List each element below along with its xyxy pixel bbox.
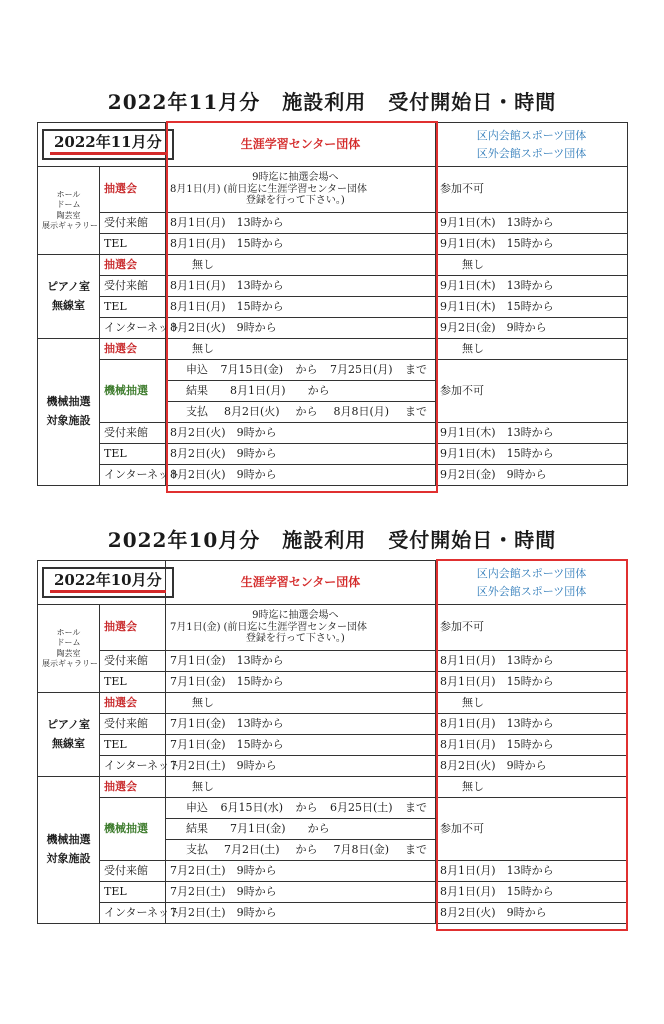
mech-result-from: から xyxy=(307,383,330,397)
mech-result-label: 結果 xyxy=(186,821,208,835)
title-reception: 受付開始日・時間 xyxy=(388,90,557,114)
sport-header-line: 区内会館スポーツ団体 xyxy=(476,128,587,142)
tel-label: TEL xyxy=(100,234,166,255)
tel-label: TEL xyxy=(100,735,166,756)
title-month: 2022年10月分 xyxy=(107,528,261,552)
mech-apply-end: 6月25日(土) xyxy=(329,800,393,814)
mech-sport-tel-value: 8月1日(月) 15時から xyxy=(436,882,628,903)
piano-reception-value: 8月1日(月) 13時から xyxy=(166,276,436,297)
mech-internet-value: 7月2日(土) 9時から xyxy=(166,903,436,924)
piano-reception-value: 7月1日(金) 13時から xyxy=(166,714,436,735)
mech-group-cell xyxy=(38,339,100,486)
mech-result-date: 7月1日(金) xyxy=(230,821,286,835)
mech-apply-end: 7月25日(月) xyxy=(329,362,393,376)
hall-group-cell xyxy=(38,605,100,693)
tel-label: TEL xyxy=(100,672,166,693)
month-label: 2022年11月分 xyxy=(50,134,166,155)
mech-sport-lottery-cell: 参加不可 xyxy=(436,360,628,423)
month-label: 2022年10月分 xyxy=(50,572,166,593)
mech-tel-value: 7月2日(土) 9時から xyxy=(166,882,436,903)
schedule-table xyxy=(37,560,628,924)
piano-tel-value: 8月1日(月) 15時から xyxy=(166,297,436,318)
mech-reception-value: 8月2日(火) 9時から xyxy=(166,423,436,444)
hall-reception-value: 7月1日(金) 13時から xyxy=(166,651,436,672)
sport-header-line: 区内会館スポーツ団体 xyxy=(476,566,587,580)
reception-label: 受付来館 xyxy=(100,861,166,882)
hall-sport-tel-value: 9月1日(木) 15時から xyxy=(436,234,628,255)
group-line: 対象施設 xyxy=(46,414,91,427)
sport-header-line: 区外会館スポーツ団体 xyxy=(476,584,587,598)
hall-sport-reception-value: 8月1日(月) 13時から xyxy=(436,651,628,672)
group-line: ホール xyxy=(56,627,81,637)
piano-group-cell xyxy=(38,693,100,777)
hall-lottery-cell xyxy=(166,605,436,651)
title-month: 2022年11月分 xyxy=(107,90,261,114)
group-line: 展示ギャラリー xyxy=(42,658,98,668)
mech-pay-from: から xyxy=(295,842,318,856)
group-line: ドーム xyxy=(56,638,81,648)
piano-sport-tel-value: 8月1日(月) 15時から xyxy=(436,735,628,756)
mech-apply-from: から xyxy=(295,362,318,376)
mech-pay-from: から xyxy=(295,404,318,418)
lottery-label: 抽選会 xyxy=(100,777,166,798)
mech-group-cell xyxy=(38,777,100,924)
lottery-date: 7月1日(金) xyxy=(170,621,221,633)
lottery-label: 抽選会 xyxy=(100,255,166,276)
piano-sport-reception-value: 8月1日(月) 13時から xyxy=(436,714,628,735)
mech-sport-internet-value: 8月2日(火) 9時から xyxy=(436,903,628,924)
month-header-cell xyxy=(38,123,166,167)
section-title xyxy=(0,524,664,553)
piano-internet-value: 7月2日(土) 9時から xyxy=(166,756,436,777)
mech-pay-until: まで xyxy=(405,842,427,856)
piano-tel-value: 7月1日(金) 15時から xyxy=(166,735,436,756)
reception-label: 受付来館 xyxy=(100,651,166,672)
reception-label: 受付来館 xyxy=(100,276,166,297)
group-line: ホール xyxy=(56,189,81,199)
mech-pay-until: まで xyxy=(405,404,427,418)
group-line: ドーム xyxy=(56,200,81,210)
note-line: (前日迄に生涯学習センター団体 xyxy=(223,621,368,633)
group-line: 無線室 xyxy=(52,298,85,312)
mech-lottery-value: 無し xyxy=(166,339,436,360)
mech-apply-until: まで xyxy=(405,362,427,376)
mech-result-date: 8月1日(月) xyxy=(230,383,286,397)
mech-reception-value: 7月2日(土) 9時から xyxy=(166,861,436,882)
center-group-header: 生涯学習センター団体 xyxy=(166,561,436,605)
month-label-box xyxy=(42,567,174,598)
title-facility: 施設利用 xyxy=(282,528,367,552)
mech-apply-start: 7月15日(金) xyxy=(220,362,284,376)
note-line: (前日迄に生涯学習センター団体 xyxy=(223,183,368,195)
lottery-date: 8月1日(月) xyxy=(170,183,221,195)
reception-label: 受付来館 xyxy=(100,714,166,735)
sport-group-header xyxy=(436,123,628,167)
mech-sport-lottery-value: 無し xyxy=(436,777,628,798)
note-line: 9時迄に抽選会場へ xyxy=(252,172,339,184)
piano-sport-lottery-value: 無し xyxy=(436,255,628,276)
center-group-header: 生涯学習センター団体 xyxy=(166,123,436,167)
hall-lottery-sport-cell: 参加不可 xyxy=(436,167,628,213)
mech-pay-start: 8月2日(火) xyxy=(223,404,280,418)
lottery-label: 抽選会 xyxy=(100,167,166,213)
hall-reception-value: 8月1日(月) 13時から xyxy=(166,213,436,234)
mech-sport-lottery-cell: 参加不可 xyxy=(436,798,628,861)
note-line: 9時迄に抽選会場へ xyxy=(252,610,339,622)
piano-lottery-value: 無し xyxy=(166,255,436,276)
mech-lottery-label: 機械抽選 xyxy=(100,360,166,423)
title-reception: 受付開始日・時間 xyxy=(388,528,557,552)
piano-lottery-value: 無し xyxy=(166,693,436,714)
mech-apply-start: 6月15日(水) xyxy=(220,800,284,814)
reception-label: 受付来館 xyxy=(100,423,166,444)
lottery-label: 抽選会 xyxy=(100,339,166,360)
mech-pay-end: 7月8日(金) xyxy=(333,842,390,856)
note-line: 登録を行って下さい。) xyxy=(245,195,345,207)
mech-lottery-label: 機械抽選 xyxy=(100,798,166,861)
mech-pay-row xyxy=(166,840,436,861)
tel-label: TEL xyxy=(100,297,166,318)
piano-internet-value: 8月2日(火) 9時から xyxy=(166,318,436,339)
mech-apply-row xyxy=(166,798,436,819)
lottery-note xyxy=(224,172,368,207)
group-line: ピアノ室 xyxy=(46,717,91,731)
internet-label: インターネット xyxy=(100,903,166,924)
month-header-cell xyxy=(38,561,166,605)
mech-sport-internet-value: 9月2日(金) 9時から xyxy=(436,465,628,486)
internet-label: インターネット xyxy=(100,756,166,777)
lottery-label: 抽選会 xyxy=(100,605,166,651)
mech-result-row xyxy=(166,819,436,840)
mech-pay-row xyxy=(166,402,436,423)
lottery-label: 抽選会 xyxy=(100,693,166,714)
piano-group-cell xyxy=(38,255,100,339)
hall-sport-tel-value: 8月1日(月) 15時から xyxy=(436,672,628,693)
note-line: 登録を行って下さい。) xyxy=(245,633,345,645)
group-line: 無線室 xyxy=(52,736,85,750)
mech-pay-end: 8月8日(月) xyxy=(333,404,390,418)
internet-label: インターネット xyxy=(100,318,166,339)
schedule-table xyxy=(37,122,628,486)
piano-sport-internet-value: 8月2日(火) 9時から xyxy=(436,756,628,777)
mech-internet-value: 8月2日(火) 9時から xyxy=(166,465,436,486)
mech-sport-reception-value: 9月1日(木) 13時から xyxy=(436,423,628,444)
mech-sport-tel-value: 9月1日(木) 15時から xyxy=(436,444,628,465)
piano-sport-lottery-value: 無し xyxy=(436,693,628,714)
sport-header-line: 区外会館スポーツ団体 xyxy=(476,146,587,160)
mech-result-row xyxy=(166,381,436,402)
piano-sport-tel-value: 9月1日(木) 15時から xyxy=(436,297,628,318)
group-line: ピアノ室 xyxy=(46,279,91,293)
hall-tel-value: 7月1日(金) 15時から xyxy=(166,672,436,693)
group-line: 展示ギャラリー xyxy=(42,220,98,230)
group-line: 機械抽選 xyxy=(46,395,91,409)
piano-sport-reception-value: 9月1日(木) 13時から xyxy=(436,276,628,297)
hall-lottery-sport-cell: 参加不可 xyxy=(436,605,628,651)
mech-lottery-value: 無し xyxy=(166,777,436,798)
group-line: 対象施設 xyxy=(46,852,91,865)
group-line: 陶芸室 xyxy=(56,210,81,220)
hall-sport-reception-value: 9月1日(木) 13時から xyxy=(436,213,628,234)
mech-pay-label: 支払 xyxy=(186,404,208,418)
mech-pay-label: 支払 xyxy=(186,842,208,856)
lottery-note xyxy=(224,610,368,645)
hall-tel-value: 8月1日(月) 15時から xyxy=(166,234,436,255)
section-title xyxy=(0,86,664,115)
mech-apply-label: 申込 xyxy=(186,800,208,814)
mech-apply-until: まで xyxy=(405,800,427,814)
reception-label: 受付来館 xyxy=(100,213,166,234)
sport-group-header xyxy=(436,561,628,605)
internet-label: インターネット xyxy=(100,465,166,486)
mech-apply-row xyxy=(166,360,436,381)
mech-result-label: 結果 xyxy=(186,383,208,397)
month-label-box xyxy=(42,129,174,160)
title-facility: 施設利用 xyxy=(282,90,367,114)
piano-sport-internet-value: 9月2日(金) 9時から xyxy=(436,318,628,339)
mech-apply-from: から xyxy=(295,800,318,814)
tel-label: TEL xyxy=(100,444,166,465)
mech-tel-value: 8月2日(火) 9時から xyxy=(166,444,436,465)
mech-sport-lottery-value: 無し xyxy=(436,339,628,360)
group-line: 陶芸室 xyxy=(56,648,81,658)
hall-lottery-cell xyxy=(166,167,436,213)
tel-label: TEL xyxy=(100,882,166,903)
hall-group-cell xyxy=(38,167,100,255)
mech-result-from: から xyxy=(307,821,330,835)
mech-apply-label: 申込 xyxy=(186,362,208,376)
group-line: 機械抽選 xyxy=(46,833,91,847)
mech-sport-reception-value: 8月1日(月) 13時から xyxy=(436,861,628,882)
mech-pay-start: 7月2日(土) xyxy=(223,842,280,856)
